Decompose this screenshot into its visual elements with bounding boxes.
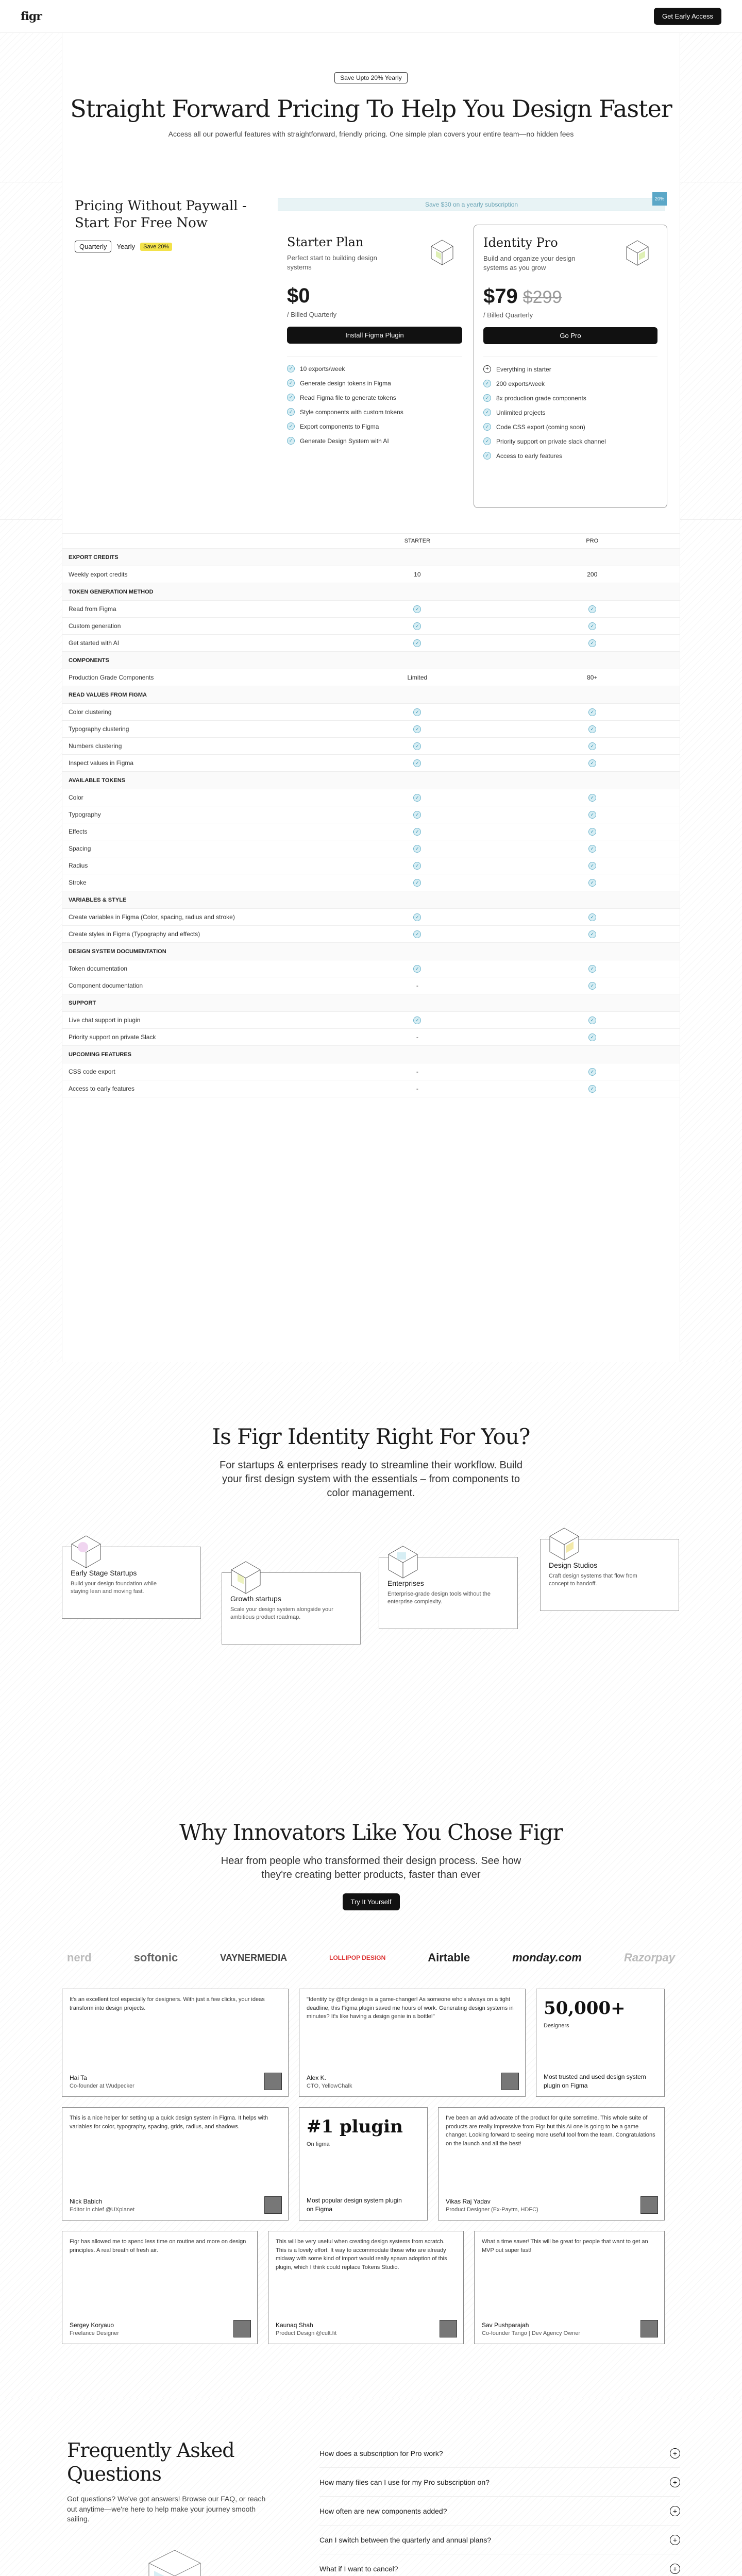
check-icon: ✓ [413, 708, 421, 716]
col-pro: PRO [586, 538, 599, 544]
cell-value: - [416, 1033, 418, 1041]
table-row: Numbers clustering ✓ ✓ [62, 738, 680, 755]
table-row: Typography clustering ✓ ✓ [62, 721, 680, 738]
pro-plan-name: Identity Pro [483, 235, 558, 250]
check-icon: ✓ [413, 1016, 421, 1024]
check-icon: ✓ [483, 394, 491, 402]
pro-billed: / Billed Quarterly [483, 311, 533, 319]
audience-title: Is Figr Identity Right For You? [212, 1424, 530, 1449]
list-item: + Everything in starter [483, 365, 657, 373]
toggle-yearly[interactable]: Yearly [116, 243, 136, 250]
table-row: Priority support on private Slack - ✓ [62, 1029, 680, 1046]
check-icon: ✓ [287, 394, 295, 401]
compare-header [62, 533, 680, 549]
check-icon: ✓ [287, 422, 295, 430]
testimonial-card: Figr has allowed me to spend less time on routine and more on design principles. A real breath of fresh air. Sergey Koryauo Freelance Designer [62, 2231, 258, 2344]
check-icon: ✓ [287, 408, 295, 416]
check-icon: ✓ [483, 409, 491, 416]
section-row: VARIABLES & STYLE [62, 891, 680, 909]
check-icon: ✓ [413, 845, 421, 853]
testimonial-card: This will be very useful when creating design systems from scratch. This is a lovely effort. It way to accommodate those who are already midway with some kind of import would really spawn adoption of this plugin, which I think could replace Tokens Studio. Kaunaq Shah Product Design @cult.fit [268, 2231, 464, 2344]
check-icon: ✓ [588, 862, 596, 870]
audience-subtitle: For startups & enterprises ready to streamline their workflow. Build your first design system with the essentials – from components to color management. [219, 1460, 523, 1499]
persona-card: Early Stage Startups Build your design foundation while staying lean and moving fast. [62, 1547, 201, 1619]
starter-plan-name: Starter Plan [287, 235, 364, 249]
table-row: Token documentation ✓ ✓ [62, 960, 680, 977]
table-row: Radius ✓ ✓ [62, 857, 680, 874]
table-row: Typography ✓ ✓ [62, 806, 680, 823]
list-item: ✓ Generate design tokens in Figma [287, 379, 462, 387]
testimonial-card: "Identity by @figr.design is a game-changer! As someone who's always on a tight deadline, this Figma plugin saved me hours of work. Generating design systems in minutes? It's like having a design genie in a bottle!" Alex K. CTO, YellowChalk [299, 1989, 526, 2097]
check-icon: ✓ [413, 605, 421, 613]
check-icon: ✓ [588, 605, 596, 613]
list-item: ✓ Read Figma file to generate tokens [287, 394, 462, 401]
section-row: DESIGN SYSTEM DOCUMENTATION [62, 943, 680, 960]
logo-razorpay: Razorpay [623, 1951, 675, 1964]
table-row: Weekly export credits 10 200 [62, 566, 680, 583]
check-icon: ✓ [413, 794, 421, 802]
list-item: ✓ Export components to Figma [287, 422, 462, 430]
check-icon: ✓ [287, 365, 295, 372]
cell-value: Limited [407, 674, 428, 681]
testimonials-title: Why Innovators Like You Chose Figr [179, 1820, 563, 1845]
check-icon: ✓ [588, 1033, 596, 1041]
logo-nerd: nerd [67, 1951, 92, 1964]
testimonials-section [0, 1780, 742, 2398]
plus-icon: + [670, 2506, 680, 2516]
cubes-illustration [118, 2540, 273, 2576]
check-icon: ✓ [588, 811, 596, 819]
list-item: ✓ Unlimited projects [483, 409, 657, 416]
check-icon: ✓ [483, 380, 491, 387]
cell-value: - [416, 982, 418, 989]
check-icon: ✓ [588, 930, 596, 938]
faq-title: Frequently Asked Questions [67, 2439, 234, 2485]
faq-item[interactable]: How often are new components added? + [319, 2497, 680, 2526]
get-early-access-button[interactable]: Get Early Access [654, 8, 721, 25]
starter-plan-card [278, 225, 471, 508]
logo-monday: monday.com [512, 1951, 582, 1964]
plus-icon: + [670, 2535, 680, 2545]
check-icon: ✓ [588, 982, 596, 990]
list-item: ✓ Generate Design System with AI [287, 437, 462, 445]
avatar [264, 2196, 282, 2214]
stat-card: #1 plugin On figma Most popular design system plugin on Figma [299, 2107, 428, 2221]
plus-icon: + [483, 365, 491, 373]
persona-card: Enterprises Enterprise-grade design tools without the enterprise complexity. [379, 1557, 518, 1629]
avatar [640, 2320, 658, 2337]
check-icon: ✓ [413, 622, 421, 630]
check-icon: ✓ [588, 1016, 596, 1024]
check-icon: ✓ [588, 725, 596, 733]
testimonial-grid [62, 1989, 680, 2401]
testimonial-card: What a time saver! This will be great for people that want to get an MVP out super fast! Sav Pushparajah Co-founder Tango | Dev Agency Owner [474, 2231, 665, 2344]
table-row: Spacing ✓ ✓ [62, 840, 680, 857]
logo[interactable]: figr [21, 9, 42, 23]
check-icon: ✓ [413, 639, 421, 647]
logo-lollipop: LOLLIPOP DESIGN [329, 1954, 386, 1961]
list-item: ✓ 10 exports/week [287, 365, 462, 372]
cube-icon [546, 1525, 583, 1562]
plus-icon: + [670, 2448, 680, 2459]
table-row: Live chat support in plugin ✓ ✓ [62, 1012, 680, 1029]
check-icon: ✓ [588, 1068, 596, 1076]
table-row: Create variables in Figma (Color, spacing, radius and stroke) ✓ ✓ [62, 909, 680, 926]
try-it-button[interactable]: Try It Yourself [343, 1893, 400, 1910]
avatar [264, 2073, 282, 2090]
testimonial-card: It's an excellent tool especially for designers. With just a few clicks, your ideas transform into design projects. Hai Ta Co-founder at Wudpecker [62, 1989, 289, 2097]
logo-vaynermedia: VAYNERMEDIA [220, 1952, 288, 1963]
check-icon: ✓ [588, 759, 596, 767]
testimonial-card: This is a nice helper for setting up a quick design system in Figma. It helps with variables for color, typography, spacing, grids, radius, and shadows. Nick Babich Editor in chief @UXplanet [62, 2107, 289, 2221]
go-pro-button[interactable]: Go Pro [483, 327, 657, 344]
check-icon: ✓ [413, 862, 421, 870]
persona-card: Growth startups Scale your design system alongside your ambitious product roadmap. [222, 1572, 361, 1645]
pro-feature-list [483, 365, 657, 460]
persona-card: Design Studios Craft design systems that flow from concept to handoff. [540, 1539, 679, 1611]
check-icon: ✓ [588, 742, 596, 750]
avatar [440, 2320, 457, 2337]
list-item: ✓ Style components with custom tokens [287, 408, 462, 416]
table-row: Component documentation - ✓ [62, 977, 680, 994]
cell-value: - [416, 1085, 418, 1092]
table-row: Create styles in Figma (Typography and effects) ✓ ✓ [62, 926, 680, 943]
check-icon: ✓ [588, 965, 596, 973]
cell-value: - [416, 1068, 418, 1075]
faq-section [0, 2398, 742, 2576]
logo-softonic: softonic [133, 1951, 178, 1964]
testimonial-card: I've been an avid advocate of the product for quite sometime. This whole suite of products are really impressive from Figr but this AI one is going to be a game changer. Looking forward to seeing more useful tool from the team. Congratulations on the launch and all the best! Vikas Raj Yadav Product Designer (Ex-Paytm, HDFC) [438, 2107, 665, 2221]
check-icon: ✓ [483, 423, 491, 431]
cube-icon [227, 1558, 264, 1596]
check-icon: ✓ [588, 828, 596, 836]
check-icon: ✓ [413, 913, 421, 921]
check-icon: ✓ [588, 622, 596, 630]
audience-section [0, 1362, 742, 1780]
section-row: COMPONENTS [62, 652, 680, 669]
save-tag: Save 20% [140, 243, 172, 251]
col-starter: STARTER [404, 538, 431, 544]
comparison-section [0, 520, 742, 1362]
table-row: Color ✓ ✓ [62, 789, 680, 806]
faq-list [289, 2439, 680, 2576]
plus-icon: + [670, 2564, 680, 2574]
starter-feature-list [287, 365, 462, 445]
faq-item[interactable]: How many files can I use for my Pro subscription on? + [319, 2468, 680, 2497]
table-row: Custom generation ✓ ✓ [62, 618, 680, 635]
check-icon: ✓ [413, 742, 421, 750]
list-item: ✓ Priority support on private slack channel [483, 437, 657, 445]
billing-toggle [75, 241, 259, 252]
check-icon: ✓ [413, 759, 421, 767]
list-item: ✓ 200 exports/week [483, 380, 657, 387]
check-icon: ✓ [588, 794, 596, 802]
check-icon: ✓ [287, 437, 295, 445]
hero-subtitle: Access all our powerful features with straightforward, friendly pricing. One simple plan covers your entire team—no hidden fees [168, 130, 574, 138]
list-item: ✓ Access to early features [483, 452, 657, 460]
faq-item[interactable]: How does a subscription for Pro work? + [319, 2439, 680, 2468]
avatar [233, 2320, 251, 2337]
check-icon: ✓ [413, 828, 421, 836]
customer-logos [62, 1947, 680, 1968]
discount-tag: 20% [652, 192, 667, 206]
table-row: Access to early features - ✓ [62, 1080, 680, 1097]
cube-icon [623, 239, 651, 266]
check-icon: ✓ [588, 845, 596, 853]
check-icon: ✓ [483, 452, 491, 460]
install-plugin-button[interactable]: Install Figma Plugin [287, 327, 462, 344]
faq-item[interactable]: Can I switch between the quarterly and annual plans? + [319, 2526, 680, 2554]
table-row: Effects ✓ ✓ [62, 823, 680, 840]
avatar [501, 2073, 519, 2090]
faq-desc: Got questions? We've got answers! Browse our FAQ, or reach out anytime—we're here to help make your journey smooth sailing. [67, 2495, 266, 2523]
check-icon: ✓ [413, 725, 421, 733]
section-row: EXPORT CREDITS [62, 549, 680, 566]
stat-card: 50,000+ Designers Most trusted and used design system plugin on Figma [536, 1989, 665, 2097]
section-row: TOKEN GENERATION METHOD [62, 583, 680, 601]
section-row: UPCOMING FEATURES [62, 1046, 680, 1063]
cell-value: 200 [587, 571, 598, 578]
list-item: ✓ Code CSS export (coming soon) [483, 423, 657, 431]
table-row: Inspect values in Figma ✓ ✓ [62, 755, 680, 772]
cube-icon [68, 1533, 105, 1570]
save-banner: Save $30 on a yearly subscription 20% [278, 198, 665, 211]
pro-price: $79 $299 [483, 285, 562, 308]
table-row: Production Grade Components Limited 80+ [62, 669, 680, 686]
pro-plan-desc: Build and organize your design systems as you grow [483, 255, 576, 272]
check-icon: ✓ [483, 437, 491, 445]
page-title: Straight Forward Pricing To Help You Design Faster [70, 95, 672, 123]
check-icon: ✓ [413, 811, 421, 819]
check-icon: ✓ [588, 639, 596, 647]
cell-value: 10 [414, 571, 421, 578]
check-icon: ✓ [413, 930, 421, 938]
avatar [640, 2196, 658, 2214]
section-row: AVAILABLE TOKENS [62, 772, 680, 789]
table-row: Stroke ✓ ✓ [62, 874, 680, 891]
toggle-quarterly[interactable]: Quarterly [75, 241, 111, 252]
faq-item[interactable]: What if I want to cancel? + [319, 2554, 680, 2576]
testimonials-subtitle: Hear from people who transformed their design process. See how they're creating better products, faster than ever [221, 1855, 521, 1880]
check-icon: ✓ [588, 708, 596, 716]
cell-value: 80+ [587, 674, 598, 681]
cube-icon [428, 238, 456, 266]
check-icon: ✓ [287, 379, 295, 387]
section-row: READ VALUES FROM FIGMA [62, 686, 680, 704]
check-icon: ✓ [588, 879, 596, 887]
save-badge: Save Upto 20% Yearly [334, 72, 407, 83]
check-icon: ✓ [588, 1085, 596, 1093]
starter-price: $0 [287, 284, 310, 308]
comparison-table [62, 549, 680, 1097]
persona-cards [62, 1536, 680, 1670]
starter-plan-desc: Perfect start to building design systems [287, 254, 377, 272]
table-row: CSS code export - ✓ [62, 1063, 680, 1080]
section-row: SUPPORT [62, 994, 680, 1012]
table-row: Color clustering ✓ ✓ [62, 704, 680, 721]
pricing-heading: Pricing Without Paywall - Start For Free Now [75, 198, 247, 231]
table-row: Read from Figma ✓ ✓ [62, 601, 680, 618]
hero-section [0, 33, 742, 182]
table-row: Get started with AI ✓ ✓ [62, 635, 680, 652]
check-icon: ✓ [588, 913, 596, 921]
starter-billed: / Billed Quarterly [287, 311, 337, 319]
top-nav [0, 0, 742, 33]
pricing-section [0, 182, 742, 520]
cube-icon [384, 1543, 421, 1580]
check-icon: ✓ [413, 965, 421, 973]
plus-icon: + [670, 2477, 680, 2487]
list-item: ✓ 8x production grade components [483, 394, 657, 402]
check-icon: ✓ [413, 879, 421, 887]
pro-plan-card [474, 225, 667, 508]
pro-old-price: $299 [522, 287, 562, 308]
logo-airtable: Airtable [428, 1951, 470, 1964]
